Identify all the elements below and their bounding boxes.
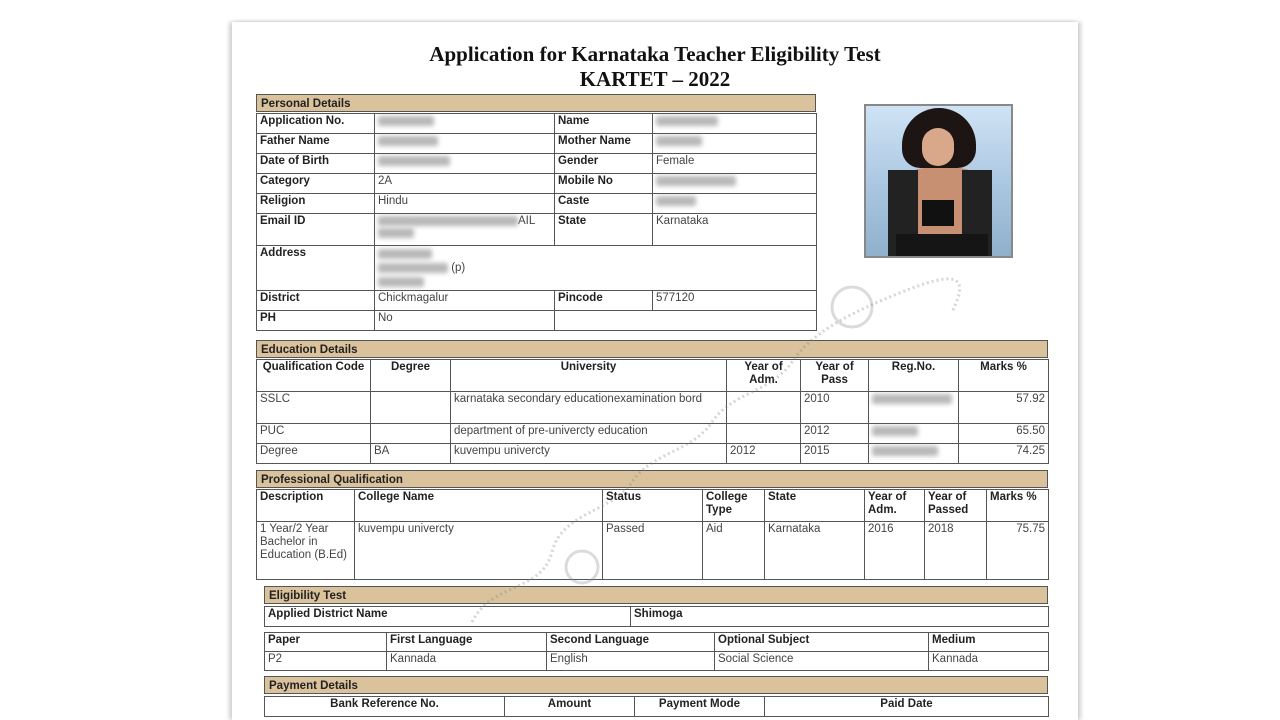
- father-name-value: [375, 134, 555, 154]
- redacted-text: [378, 156, 450, 166]
- mother-name-value: [653, 134, 817, 154]
- year-of-adm: 2016: [865, 522, 925, 580]
- name-value: [653, 114, 817, 134]
- mobile-label: Mobile No: [555, 174, 653, 194]
- col-medium: Medium: [929, 633, 1049, 652]
- redacted-text: [378, 249, 432, 259]
- redacted-text: [378, 277, 424, 287]
- reg-no: [869, 444, 959, 464]
- religion-label: Religion: [257, 194, 375, 214]
- document-title: Application for Karnataka Teacher Eligibility Test: [429, 42, 881, 66]
- col-paper: Paper: [265, 633, 387, 652]
- censor-bar: [922, 200, 954, 226]
- col-paid-date: Paid Date: [765, 697, 1049, 717]
- marks: 74.25: [959, 444, 1049, 464]
- pincode-label: Pincode: [555, 291, 653, 311]
- col-year-of-adm: Year of Adm.: [865, 490, 925, 522]
- year-of-adm: [727, 424, 801, 444]
- payment-details-heading: Payment Details: [264, 676, 1048, 694]
- university: kuvempu univercty: [451, 444, 727, 464]
- col-university: University: [451, 360, 727, 392]
- applied-district-table: [264, 606, 1049, 627]
- col-year-of-passed: Year of Passed: [925, 490, 987, 522]
- status: Passed: [603, 522, 703, 580]
- email-suffix: AIL: [518, 215, 536, 227]
- col-qualification-code: Qualification Code: [257, 360, 371, 392]
- district-label: District: [257, 291, 375, 311]
- religion-value: Hindu: [375, 194, 555, 214]
- applied-district-label: Applied District Name: [265, 607, 631, 627]
- payment-details-table: [264, 696, 1049, 717]
- year-of-pass: 2010: [801, 392, 869, 424]
- degree: [371, 424, 451, 444]
- table-row: [257, 392, 1049, 424]
- empty-cell: [555, 311, 817, 331]
- marks: 75.75: [987, 522, 1049, 580]
- pincode-value: 577120: [653, 291, 817, 311]
- exam-details-table: [264, 632, 1049, 671]
- dob-label: Date of Birth: [257, 154, 375, 174]
- applied-district-value: Shimoga: [631, 607, 1049, 627]
- address-suffix: (p): [451, 262, 466, 274]
- personal-details-table: [256, 113, 817, 331]
- gender-value: Female: [653, 154, 817, 174]
- eligibility-test-heading: Eligibility Test: [264, 586, 1048, 604]
- caste-value: [653, 194, 817, 214]
- applicant-photo: [864, 104, 1013, 258]
- dob-value: [375, 154, 555, 174]
- second-language: English: [547, 652, 715, 671]
- state: Karnataka: [765, 522, 865, 580]
- redacted-text: [378, 116, 434, 126]
- mobile-value: [653, 174, 817, 194]
- table-row: [265, 652, 1049, 671]
- col-description: Description: [257, 490, 355, 522]
- redacted-text: [872, 426, 918, 436]
- year-of-pass: 2012: [801, 424, 869, 444]
- col-first-language: First Language: [387, 633, 547, 652]
- redacted-text: [656, 196, 696, 206]
- redacted-text: [378, 136, 438, 146]
- mother-name-label: Mother Name: [555, 134, 653, 154]
- marks: 65.50: [959, 424, 1049, 444]
- father-name-label: Father Name: [257, 134, 375, 154]
- degree: BA: [371, 444, 451, 464]
- reg-no: [869, 392, 959, 424]
- college-type: Aid: [703, 522, 765, 580]
- name-label: Name: [555, 114, 653, 134]
- table-row: [257, 424, 1049, 444]
- first-language: Kannada: [387, 652, 547, 671]
- col-optional-subject: Optional Subject: [715, 633, 929, 652]
- qualification-code: Degree: [257, 444, 371, 464]
- table-row: [257, 444, 1049, 464]
- application-document: [232, 22, 1078, 720]
- personal-details-heading: Personal Details: [256, 94, 816, 112]
- col-college-type: College Type: [703, 490, 765, 522]
- year-of-pass: 2015: [801, 444, 869, 464]
- category-label: Category: [257, 174, 375, 194]
- redacted-text: [378, 216, 518, 226]
- university: department of pre-univercty education: [451, 424, 727, 444]
- col-second-language: Second Language: [547, 633, 715, 652]
- medium: Kannada: [929, 652, 1049, 671]
- redacted-text: [656, 176, 736, 186]
- col-payment-mode: Payment Mode: [635, 697, 765, 717]
- address-value: [375, 246, 817, 291]
- col-year-of-adm: Year of Adm.: [727, 360, 801, 392]
- redacted-text: [656, 136, 702, 146]
- qualification-code: SSLC: [257, 392, 371, 424]
- state-label: State: [555, 214, 653, 246]
- application-no-value: [375, 114, 555, 134]
- col-marks: Marks %: [959, 360, 1049, 392]
- optional-subject: Social Science: [715, 652, 929, 671]
- col-state: State: [765, 490, 865, 522]
- paper: P2: [265, 652, 387, 671]
- redacted-text: [656, 116, 718, 126]
- caste-label: Caste: [555, 194, 653, 214]
- qualification-code: PUC: [257, 424, 371, 444]
- category-value: 2A: [375, 174, 555, 194]
- table-row: [257, 522, 1049, 580]
- col-year-of-pass: Year of Pass: [801, 360, 869, 392]
- redacted-text: [872, 394, 952, 404]
- col-reg-no: Reg.No.: [869, 360, 959, 392]
- col-degree: Degree: [371, 360, 451, 392]
- col-amount: Amount: [505, 697, 635, 717]
- degree: [371, 392, 451, 424]
- professional-qualification-table: [256, 489, 1049, 580]
- photo-figure: [896, 234, 988, 258]
- ph-value: No: [375, 311, 555, 331]
- photo-figure: [922, 128, 954, 166]
- col-status: Status: [603, 490, 703, 522]
- education-details-heading: Education Details: [256, 340, 1048, 358]
- address-label: Address: [257, 246, 375, 291]
- application-no-label: Application No.: [257, 114, 375, 134]
- email-label: Email ID: [257, 214, 375, 246]
- email-value: [375, 214, 555, 246]
- gender-label: Gender: [555, 154, 653, 174]
- university: karnataka secondary educationexamination bord: [451, 392, 727, 424]
- year-of-adm: [727, 392, 801, 424]
- col-bank-reference: Bank Reference No.: [265, 697, 505, 717]
- reg-no: [869, 424, 959, 444]
- state-value: Karnataka: [653, 214, 817, 246]
- professional-qualification-heading: Professional Qualification: [256, 470, 1048, 488]
- marks: 57.92: [959, 392, 1049, 424]
- year-of-adm: 2012: [727, 444, 801, 464]
- col-college-name: College Name: [355, 490, 603, 522]
- district-value: Chickmagalur: [375, 291, 555, 311]
- description: 1 Year/2 Year Bachelor in Education (B.Ed): [257, 522, 355, 580]
- col-marks: Marks %: [987, 490, 1049, 522]
- college-name: kuvempu univercty: [355, 522, 603, 580]
- ph-label: PH: [257, 311, 375, 331]
- redacted-text: [872, 446, 938, 456]
- education-details-table: [256, 359, 1049, 464]
- redacted-text: [378, 228, 414, 238]
- year-of-passed: 2018: [925, 522, 987, 580]
- document-subtitle: KARTET – 2022: [579, 67, 731, 91]
- redacted-text: [378, 263, 448, 273]
